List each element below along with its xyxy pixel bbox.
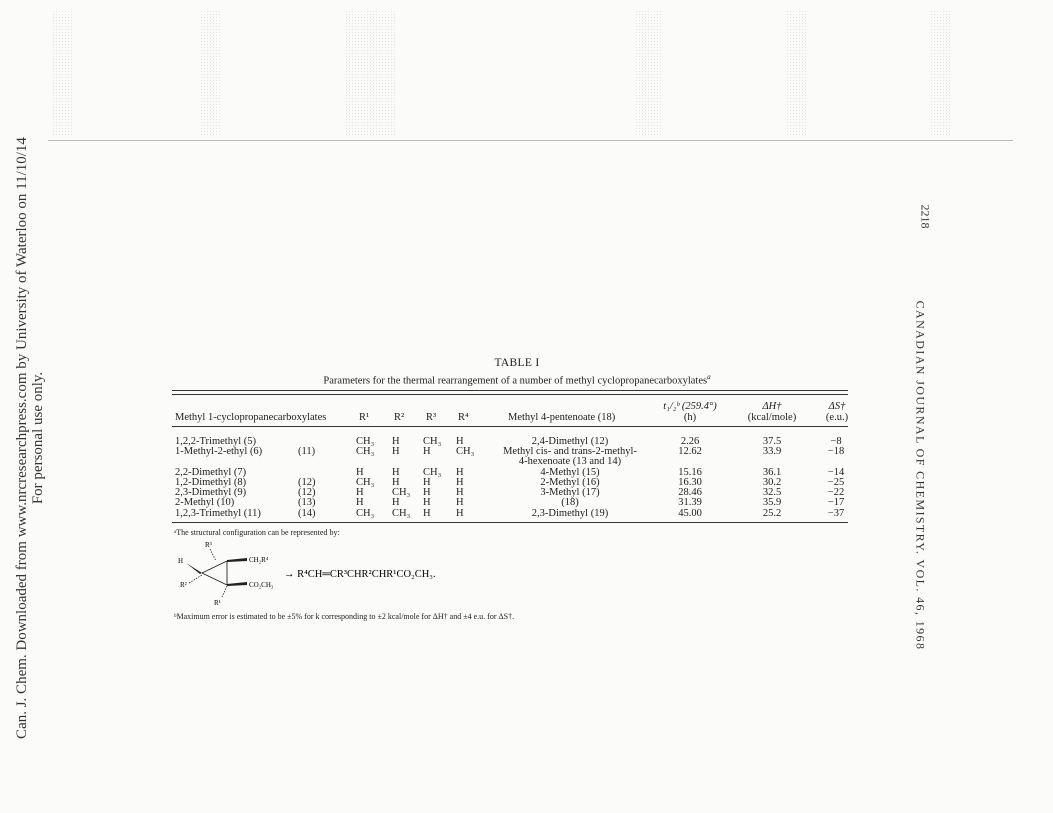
- row3-name: 2,2-Dimethyl (7): [175, 467, 247, 478]
- row2-dh: 33.9: [762, 446, 782, 457]
- row4-name: 1,2-Dimethyl (8): [175, 477, 247, 488]
- row3-product: 4-Methyl (15): [540, 467, 600, 478]
- row3-dh: 36.1: [762, 467, 782, 478]
- header-thalf-line2: (h): [683, 412, 697, 423]
- row3-r3: CH₃: [423, 467, 442, 478]
- row7-ds: −37: [827, 508, 845, 519]
- wedge-h: [186, 563, 202, 574]
- table-title: TABLE I: [494, 357, 540, 369]
- row5-r4: H: [456, 487, 464, 498]
- row5-name: 2,3-Dimethyl (9): [175, 487, 247, 498]
- row2-ref: (11): [298, 446, 316, 457]
- row4-dh: 30.2: [762, 477, 782, 488]
- row2-thalf: 12.62: [678, 446, 702, 457]
- header-thalf-line1: t₁/₂ᵇ (259.4°): [663, 401, 717, 412]
- row7-r1: CH₃: [356, 508, 375, 519]
- row5-ref: (12): [298, 487, 316, 498]
- row1-product: 2,4-Dimethyl (12): [531, 436, 609, 447]
- row2-product-line2: 4-hexenoate (13 and 14): [518, 456, 622, 467]
- table-caption-text: Parameters for the thermal rearrangement of a number of methyl cyclopropanecarboxylates: [323, 375, 708, 387]
- row6-r1: H: [356, 497, 364, 508]
- scan-noise: [52, 10, 74, 135]
- structure-scheme: [172, 539, 472, 609]
- row4-product: 2-Methyl (16): [540, 477, 600, 488]
- header-r2: R²: [394, 412, 405, 423]
- row4-r1: CH₃: [356, 477, 375, 488]
- scan-noise: [930, 10, 952, 135]
- header-ds: [812, 401, 862, 423]
- row6-dh: 35.9: [762, 497, 782, 508]
- scheme-product: → R⁴CH═CR³CHR²CHR¹CO₂CH₃.: [284, 569, 436, 580]
- row2-r3: H: [423, 446, 431, 457]
- row7-thalf: 45.00: [678, 508, 702, 519]
- row6-thalf: 31.39: [678, 497, 702, 508]
- wedge-co2ch3: [227, 582, 247, 586]
- row6-name: 2-Methyl (10): [175, 497, 235, 508]
- row5-product: 3-Methyl (17): [540, 487, 600, 498]
- page-number: 2218: [918, 204, 933, 229]
- row3-thalf: 15.16: [678, 467, 702, 478]
- row3-r2: H: [392, 467, 400, 478]
- bond-r2: [189, 575, 202, 583]
- bond-r3: [210, 549, 216, 561]
- row4-r3: H: [423, 477, 431, 488]
- scan-noise: [200, 10, 222, 135]
- row5-r2: CH₃: [392, 487, 411, 498]
- row5-r1: H: [356, 487, 364, 498]
- row3-r4: H: [456, 467, 464, 478]
- header-ds-line2: (e.u.): [825, 412, 849, 423]
- row6-r3: H: [423, 497, 431, 508]
- header-r1: R¹: [359, 412, 370, 423]
- scheme-r1: R¹: [214, 599, 221, 607]
- footnote-b: ᵇMaximum error is estimated to be ±5% for k corresponding to ±2 kcal/mole for ΔH† and ±4 e.u. for ΔS†.: [174, 612, 515, 621]
- row1-thalf: 2.26: [680, 436, 700, 447]
- row1-ds: −8: [830, 436, 842, 447]
- wedge-ch2r4: [227, 558, 247, 562]
- header-dh: [727, 401, 817, 423]
- header-dh-line1: ΔH†: [762, 401, 782, 412]
- scan-noise: [345, 10, 395, 135]
- row1-r2: H: [392, 436, 400, 447]
- row5-dh: 32.5: [762, 487, 782, 498]
- scheme-co2ch3: CO₂CH₃: [249, 581, 274, 589]
- row2-r1: CH₃: [356, 446, 375, 457]
- ring-bond-2: [202, 573, 227, 585]
- row6-product: (18): [561, 497, 579, 508]
- row3-r1: H: [356, 467, 364, 478]
- table-bottom-rule: [172, 522, 848, 523]
- row2-product: Methyl cis- and trans-2-methyl-: [503, 446, 637, 457]
- header-thalf: [650, 401, 730, 423]
- row4-ds: −25: [827, 477, 845, 488]
- row1-r3: CH₃: [423, 436, 442, 447]
- row5-r3: H: [423, 487, 431, 498]
- download-note: [14, 108, 46, 768]
- table-caption: [172, 373, 862, 387]
- row6-ref: (13): [298, 497, 316, 508]
- scan-noise: [635, 10, 663, 135]
- row7-name: 1,2,3-Trimethyl (11): [175, 508, 261, 519]
- scheme-h: H: [178, 557, 184, 565]
- bond-r1: [222, 586, 227, 597]
- scan-noise: [786, 10, 808, 135]
- row4-ref: (12): [298, 477, 316, 488]
- row2-name: 1-Methyl-2-ethyl (6): [175, 446, 263, 457]
- header-ds-line1: ΔS†: [828, 401, 846, 412]
- row1-dh: 37.5: [762, 436, 782, 447]
- table-top-rule: [172, 390, 848, 395]
- row3-ds: −14: [827, 467, 845, 478]
- table-caption-sup: a: [707, 373, 711, 381]
- header-compound: Methyl 1-cyclopropanecarboxylates: [175, 412, 327, 423]
- row2-ds: −18: [827, 446, 845, 457]
- row1-name: 1,2,2-Trimethyl (5): [175, 436, 256, 447]
- row2-r2: H: [392, 446, 400, 457]
- row1-r4: H: [456, 436, 464, 447]
- header-dh-line2: (kcal/mole): [747, 412, 797, 423]
- header-r3: R³: [426, 412, 437, 423]
- table-header-rule: [172, 426, 848, 427]
- row6-r4: H: [456, 497, 464, 508]
- header-product: Methyl 4-pentenoate (18): [508, 412, 616, 423]
- download-note-line1: Can. J. Chem. Downloaded from www.nrcresearchpress.com by University of Waterloo on 11/10/14: [14, 137, 30, 739]
- row2-r4: CH₃: [456, 446, 475, 457]
- row7-r4: H: [456, 508, 464, 519]
- row4-thalf: 16.30: [678, 477, 702, 488]
- scheme-r2: R²: [180, 581, 187, 589]
- row7-r2: CH₃: [392, 508, 411, 519]
- row6-ds: −17: [827, 497, 845, 508]
- row7-dh: 25.2: [762, 508, 782, 519]
- row4-r2: H: [392, 477, 400, 488]
- scheme-ch2r4: CH₂R⁴: [249, 556, 269, 564]
- row5-thalf: 28.46: [678, 487, 702, 498]
- scan-rule: [48, 140, 1013, 141]
- row4-r4: H: [456, 477, 464, 488]
- download-note-line2: For personal use only.: [30, 371, 46, 505]
- ring-bond-1: [202, 561, 227, 573]
- row1-r1: CH₃: [356, 436, 375, 447]
- header-r4: R⁴: [458, 412, 469, 423]
- row7-r3: H: [423, 508, 431, 519]
- row6-r2: H: [392, 497, 400, 508]
- row7-product: 2,3-Dimethyl (19): [531, 508, 609, 519]
- row7-ref: (14): [298, 508, 316, 519]
- footnote-a: ᵃThe structural configuration can be represented by:: [174, 528, 340, 537]
- running-head: CANADIAN JOURNAL OF CHEMISTRY. VOL. 46, 1968: [913, 300, 928, 651]
- scheme-r3: R³: [205, 541, 212, 549]
- row5-ds: −22: [827, 487, 845, 498]
